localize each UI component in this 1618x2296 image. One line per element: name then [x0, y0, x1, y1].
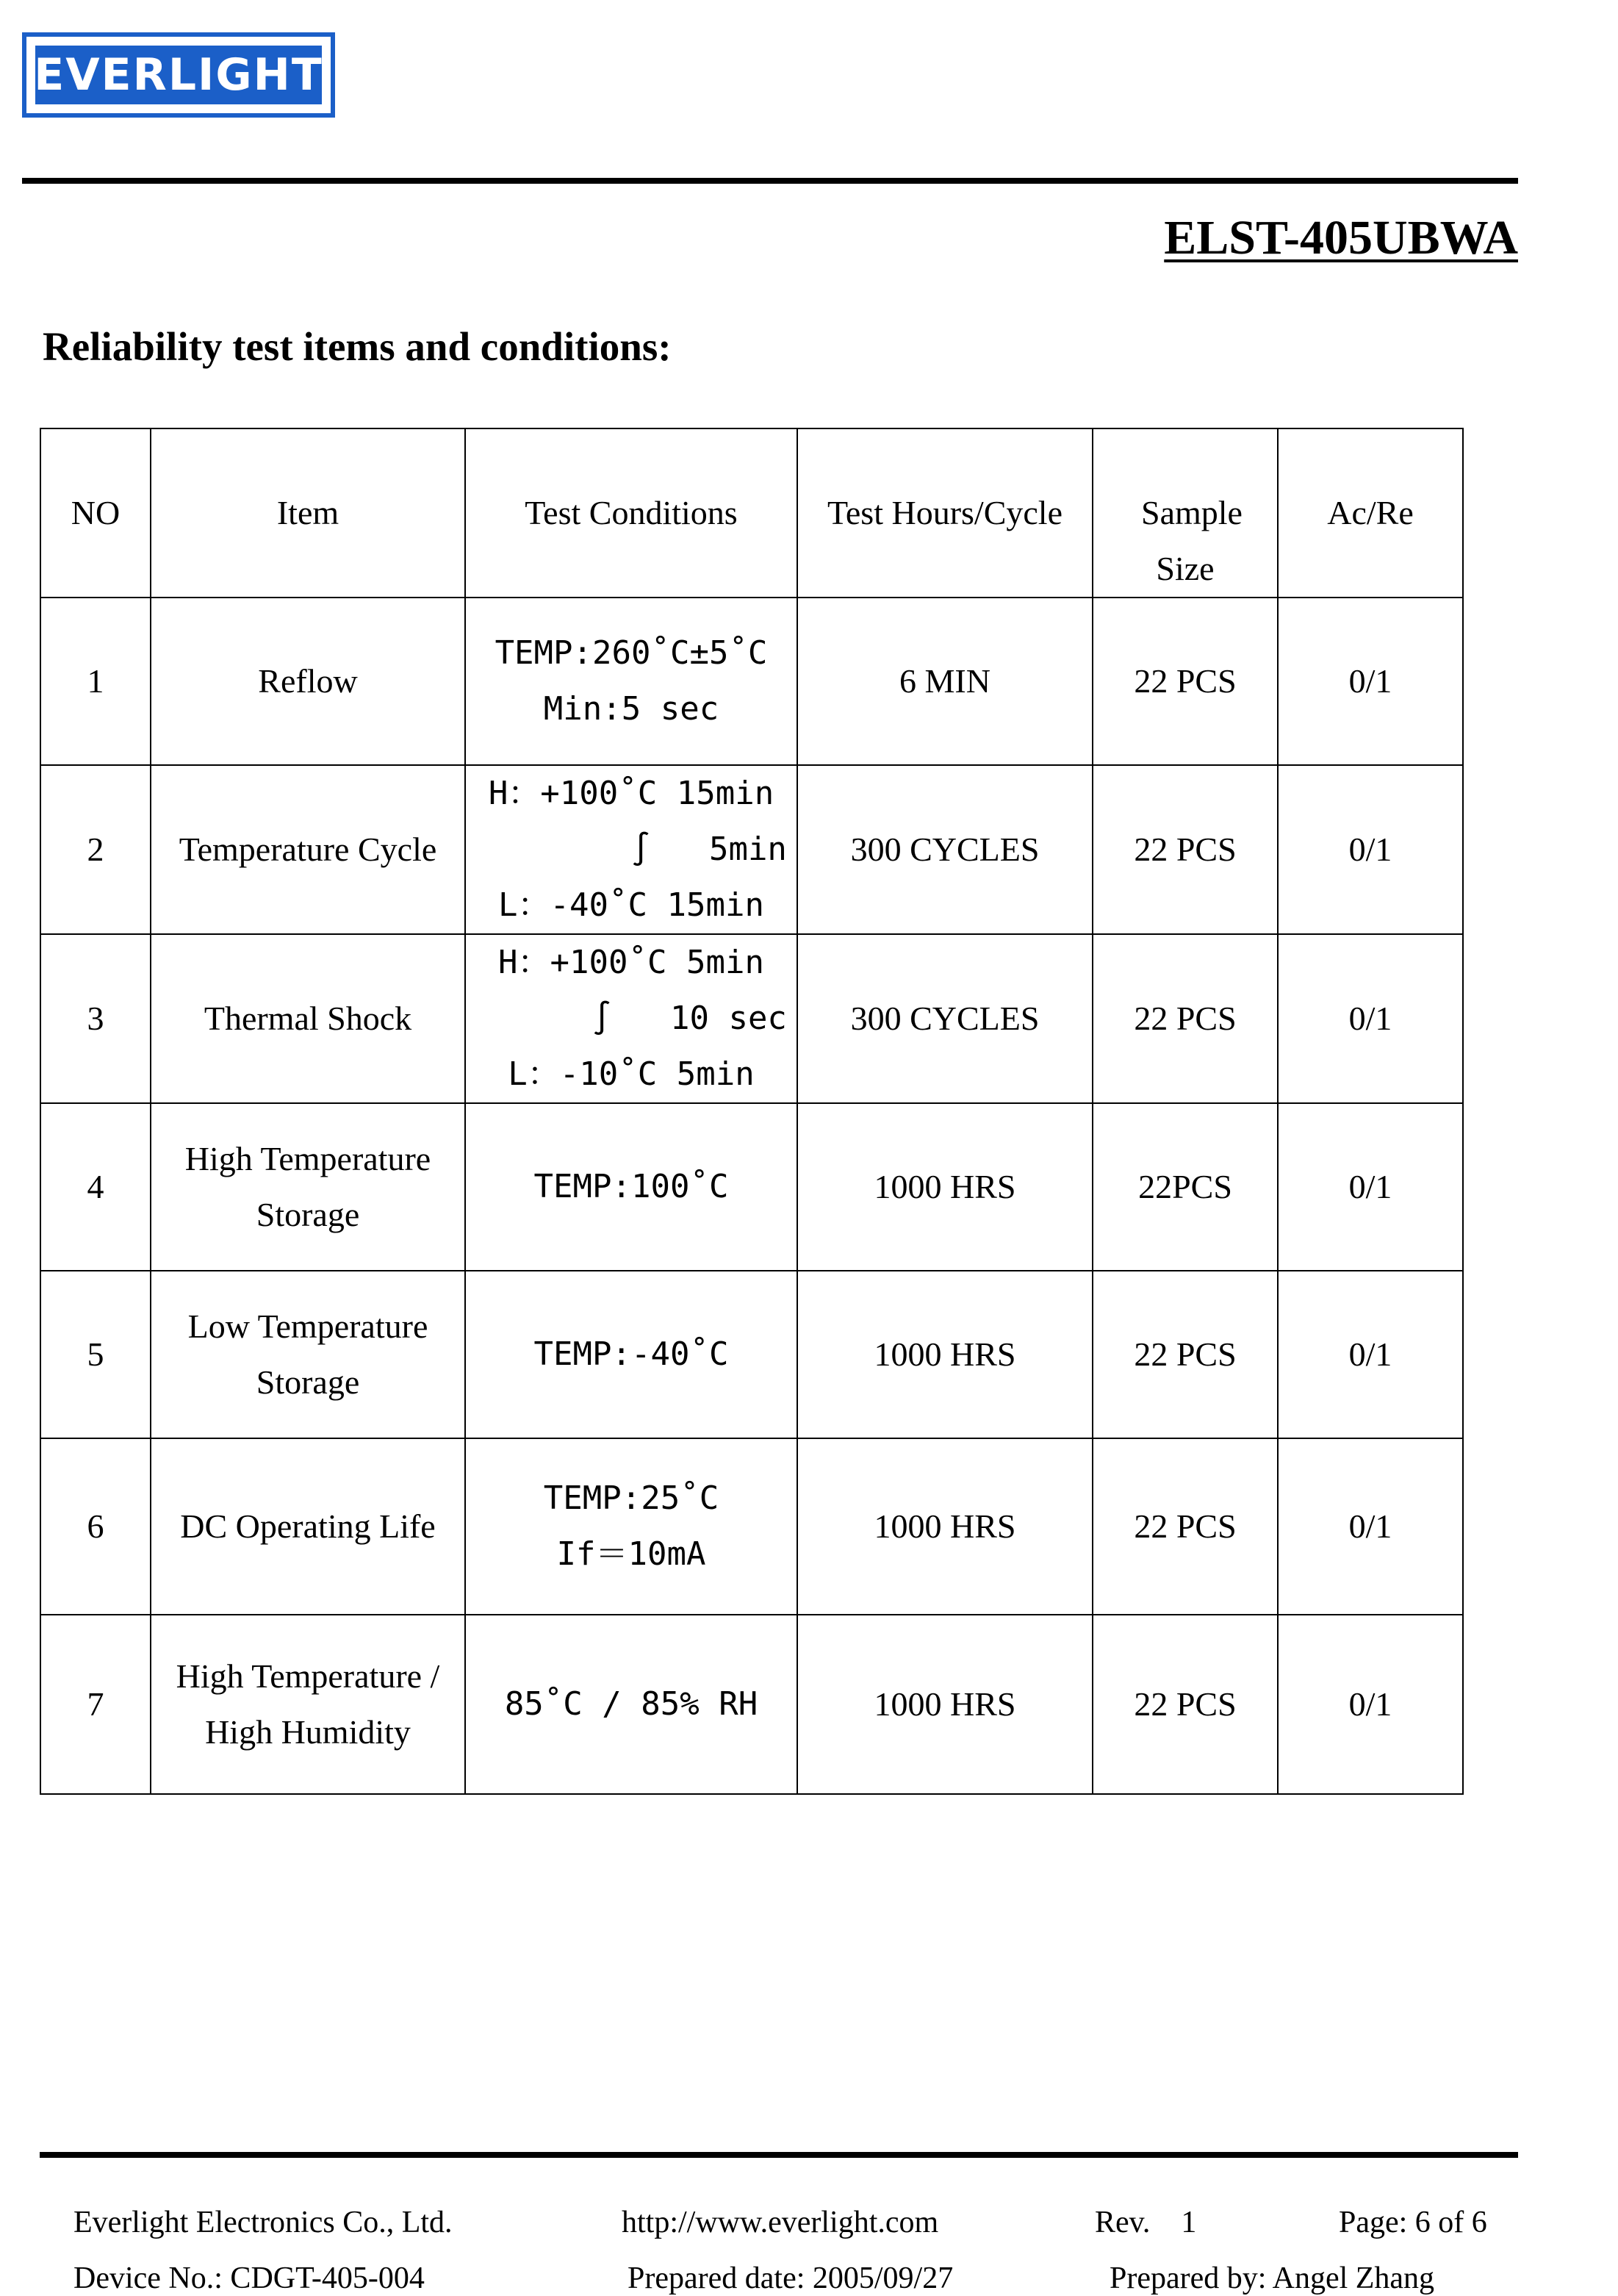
header-rule [22, 178, 1518, 184]
cell-item: Temperature Cycle [151, 765, 465, 934]
cell-acre: 0/1 [1278, 1438, 1463, 1615]
header-conditions: Test Conditions [465, 428, 797, 598]
table-row [40, 1271, 1463, 1438]
condition-line: L：-10˚C 5min [508, 1055, 755, 1093]
cell-item: High Temperature / High Humidity [151, 1615, 465, 1794]
header-sample [1093, 428, 1278, 598]
logo-box [35, 46, 322, 104]
cell-item: Thermal Shock [151, 934, 465, 1103]
cell-hours: 300 CYCLES [797, 765, 1093, 934]
cell-sample: 22 PCS [1093, 765, 1278, 934]
cell-sample: 22PCS [1093, 1103, 1278, 1271]
header-no: NO [40, 428, 151, 598]
cell-sample: 22 PCS [1093, 1271, 1278, 1438]
cell-acre: 0/1 [1278, 1103, 1463, 1271]
cell-no: 2 [40, 765, 151, 934]
cell-acre: 0/1 [1278, 1271, 1463, 1438]
cell-conditions [465, 1103, 797, 1271]
condition-line: TEMP:-40˚C [533, 1335, 729, 1373]
cell-item: Reflow [151, 598, 465, 765]
condition-line: Min:5 sec [543, 690, 719, 728]
reliability-table [40, 428, 1464, 1795]
footer-rev: Rev. 1 [1095, 2206, 1197, 2239]
cell-sample: 22 PCS [1093, 1615, 1278, 1794]
table-row [40, 1615, 1463, 1794]
footer-company: Everlight Electronics Co., Ltd. [73, 2206, 453, 2239]
footer-prepared-by: Prepared by: Angel Zhang [1110, 2261, 1435, 2295]
cell-hours: 6 MIN [797, 598, 1093, 765]
cell-conditions [465, 1438, 797, 1615]
cell-hours: 1000 HRS [797, 1615, 1093, 1794]
cell-hours: 1000 HRS [797, 1271, 1093, 1438]
cell-acre: 0/1 [1278, 765, 1463, 934]
cell-no: 5 [40, 1271, 151, 1438]
cell-item: High Temperature Storage [151, 1103, 465, 1271]
cell-acre: 0/1 [1278, 1615, 1463, 1794]
cell-acre: 0/1 [1278, 598, 1463, 765]
condition-line: H：+100˚C 5min [498, 944, 764, 981]
cell-conditions [465, 765, 797, 934]
table-row [40, 1103, 1463, 1271]
condition-line: TEMP:100˚C [533, 1168, 729, 1205]
cell-no: 7 [40, 1615, 151, 1794]
cell-item: Low Temperature Storage [151, 1271, 465, 1438]
condition-line: TEMP:260˚C±5˚C [495, 634, 768, 672]
footer-rule [40, 2152, 1518, 2158]
header-hours: Test Hours/Cycle [797, 428, 1093, 598]
condition-line: ∫ 10 sec [475, 1000, 787, 1037]
cell-no: 6 [40, 1438, 151, 1615]
part-number: ELST-405UBWA [1164, 211, 1518, 265]
header-acre: Ac/Re [1278, 428, 1463, 598]
footer-device-no: Device No.: CDGT-405-004 [73, 2261, 425, 2295]
table-row [40, 598, 1463, 765]
cell-conditions [465, 598, 797, 765]
cell-sample: 22 PCS [1093, 1438, 1278, 1615]
footer-prepared-date: Prepared date: 2005/09/27 [628, 2261, 954, 2295]
table-row [40, 765, 1463, 934]
table-row [40, 1438, 1463, 1615]
header-item: Item [151, 428, 465, 598]
cell-conditions [465, 1615, 797, 1794]
table-row [40, 934, 1463, 1103]
cell-conditions [465, 1271, 797, 1438]
cell-hours: 1000 HRS [797, 1103, 1093, 1271]
condition-line: L：-40˚C 15min [498, 886, 764, 924]
condition-line: ∫ 5min [475, 830, 787, 868]
logo-text: EVERLIGHT [34, 49, 323, 101]
cell-hours: 1000 HRS [797, 1438, 1093, 1615]
condition-line: If＝10mA [556, 1535, 706, 1573]
condition-line: TEMP:25˚C [543, 1479, 719, 1517]
header-sample-text: Sample Size [1141, 494, 1243, 587]
condition-line: 85˚C / 85% RH [504, 1685, 758, 1723]
cell-acre: 0/1 [1278, 934, 1463, 1103]
cell-conditions [465, 934, 797, 1103]
cell-no: 1 [40, 598, 151, 765]
cell-sample: 22 PCS [1093, 598, 1278, 765]
footer-page: Page: 6 of 6 [1339, 2206, 1487, 2239]
cell-item: DC Operating Life [151, 1438, 465, 1615]
section-title: Reliability test items and conditions: [43, 324, 672, 369]
everlight-logo [22, 32, 335, 118]
cell-no: 3 [40, 934, 151, 1103]
cell-no: 4 [40, 1103, 151, 1271]
cell-sample: 22 PCS [1093, 934, 1278, 1103]
condition-line: H：+100˚C 15min [488, 775, 774, 812]
cell-hours: 300 CYCLES [797, 934, 1093, 1103]
footer-url: http://www.everlight.com [622, 2206, 939, 2239]
table-header-row [40, 428, 1463, 598]
